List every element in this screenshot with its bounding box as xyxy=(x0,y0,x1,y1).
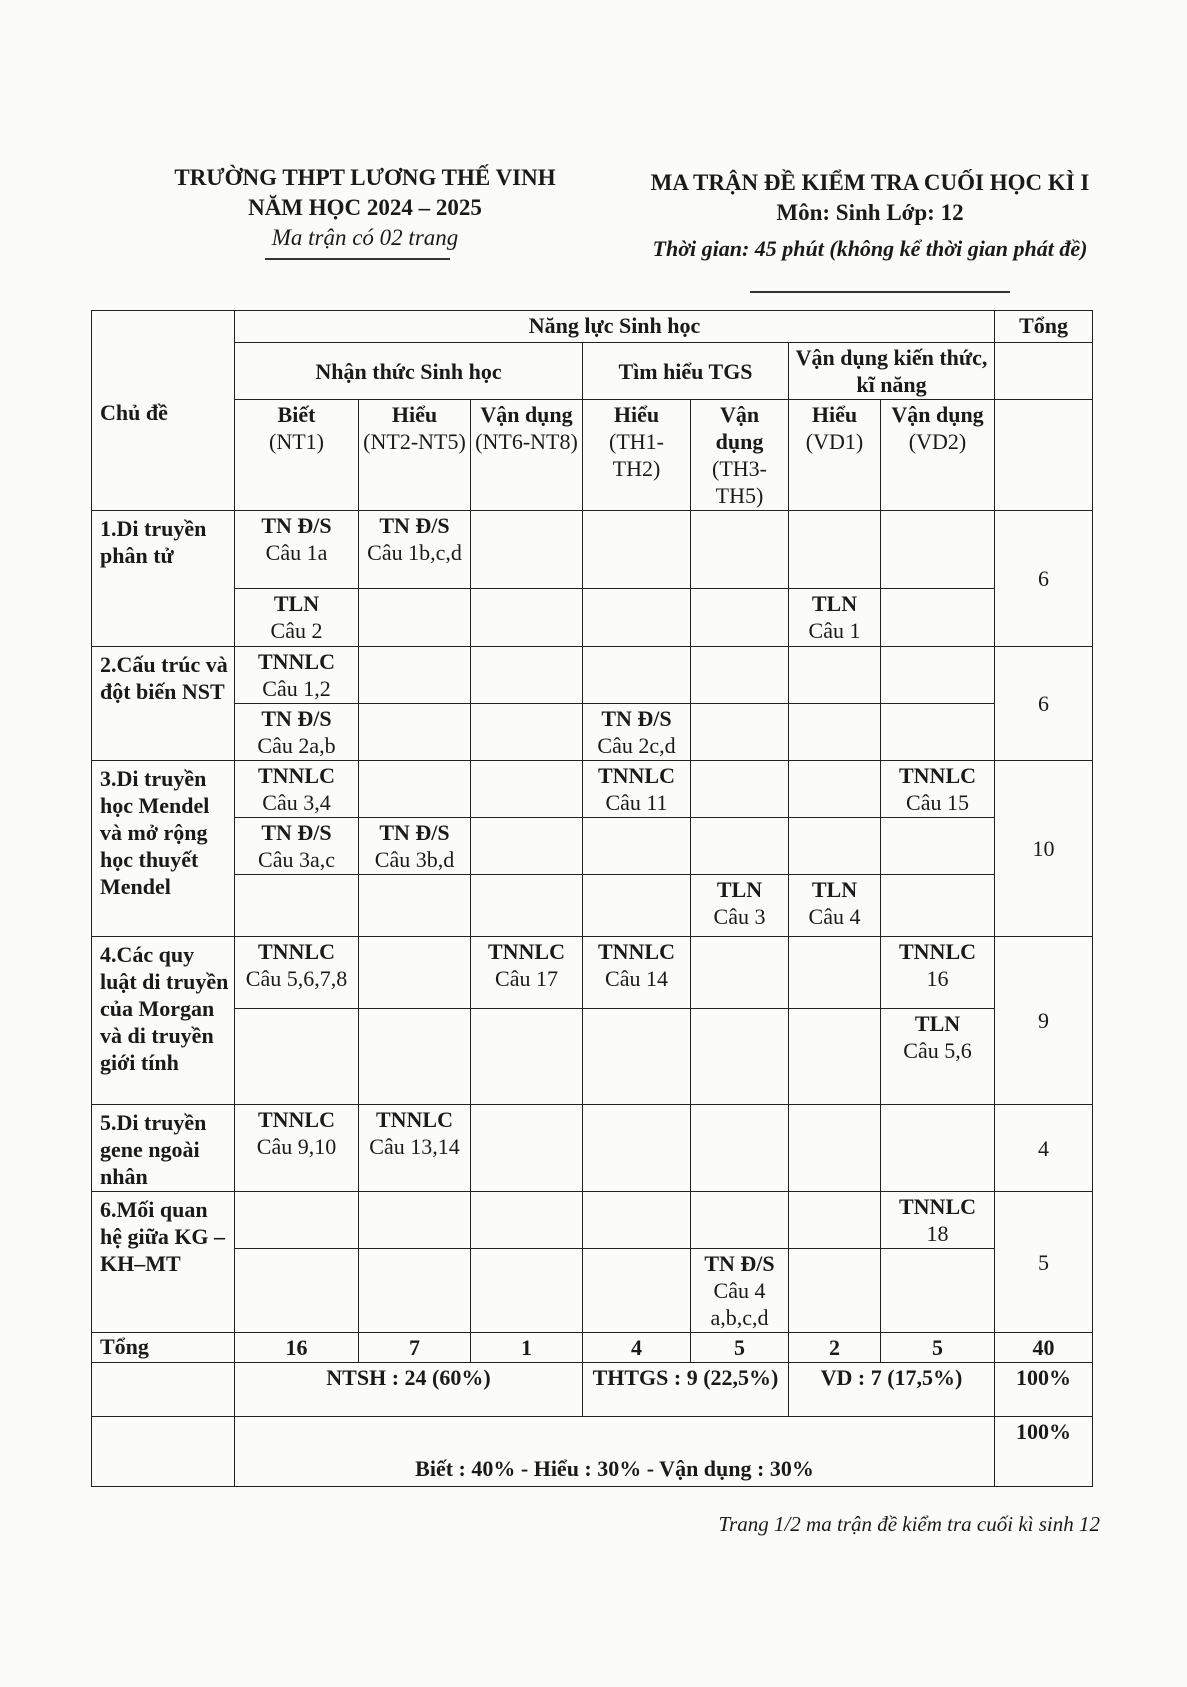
cell-t6r2c7 xyxy=(881,1249,995,1333)
cell-t3r3c3 xyxy=(471,875,583,937)
cell-t6r1c4 xyxy=(583,1192,691,1249)
question-type: TNNLC xyxy=(899,1194,977,1219)
col-code: (VD2) xyxy=(908,429,967,454)
cell-t6r2c5 xyxy=(691,1249,789,1333)
cell-t6r1c2 xyxy=(359,1192,471,1249)
cell-t5r1c2 xyxy=(359,1105,471,1192)
question-ref: Câu 5,6 xyxy=(903,1038,972,1063)
cell-t3r3c4 xyxy=(583,875,691,937)
cell-t6r2c4 xyxy=(583,1249,691,1333)
total-col-4: 4 xyxy=(583,1333,691,1363)
cell-t4r1c6 xyxy=(789,937,881,1009)
table-row xyxy=(92,1105,1093,1192)
col-code: (VD1) xyxy=(805,429,864,454)
cell-t3r1c2 xyxy=(359,761,471,818)
cell-t1r2c4 xyxy=(583,589,691,647)
cell-t1r1c4 xyxy=(583,511,691,589)
col-header-3 xyxy=(471,400,583,511)
cell-t4r2c5 xyxy=(691,1009,789,1105)
cell-t3r2c6 xyxy=(789,818,881,875)
cell-t5r1c1 xyxy=(235,1105,359,1192)
col-header-7 xyxy=(881,400,995,511)
right-header-rule xyxy=(750,291,1010,293)
col-level: Vận dụng xyxy=(891,402,984,427)
cell-t4r1c1 xyxy=(235,937,359,1009)
school-name: TRƯỜNG THPT LƯƠNG THẾ VINH xyxy=(174,165,556,190)
question-type: TNNLC xyxy=(899,763,977,788)
pages-note: Ma trận có 02 trang xyxy=(271,225,459,250)
question-type: TN Đ/S xyxy=(601,706,672,731)
cell-t4r1c3 xyxy=(471,937,583,1009)
question-ref: Câu 3,4 xyxy=(262,790,331,815)
total-col-2: 7 xyxy=(359,1333,471,1363)
cell-t3r2c5 xyxy=(691,818,789,875)
summary-blank xyxy=(92,1363,235,1417)
question-ref: Câu 4 a,b,c,d xyxy=(710,1278,769,1330)
cell-t1r2c5 xyxy=(691,589,789,647)
left-header-rule xyxy=(265,258,450,260)
col-header-1 xyxy=(235,400,359,511)
question-ref: Câu 9,10 xyxy=(256,1134,337,1159)
table-row xyxy=(92,1249,1093,1333)
cell-t3r1c1 xyxy=(235,761,359,818)
summary-th: THTGS : 9 (22,5%) xyxy=(583,1363,789,1417)
question-ref: 16 xyxy=(926,966,949,991)
cell-t1r2c1 xyxy=(235,589,359,647)
exam-header xyxy=(640,168,1100,264)
question-ref: Câu 1b,c,d xyxy=(367,540,462,565)
question-ref: Câu 3b,d xyxy=(374,847,455,872)
cell-t1r1c1 xyxy=(235,511,359,589)
cell-t6r1c7 xyxy=(881,1192,995,1249)
cell-t1r1c7 xyxy=(881,511,995,589)
summary-pct-2: 100% xyxy=(995,1417,1093,1487)
col-header-5 xyxy=(691,400,789,511)
question-type: TNNLC xyxy=(257,649,335,674)
exam-title: MA TRẬN ĐỀ KIỂM TRA CUỐI HỌC KÌ I xyxy=(650,170,1090,195)
col-level: Hiểu xyxy=(391,402,438,427)
cell-t3r1c7 xyxy=(881,761,995,818)
question-ref: Câu 2c,d xyxy=(597,733,676,758)
cell-t6r2c6 xyxy=(789,1249,881,1333)
question-ref: Câu 2a,b xyxy=(257,733,336,758)
summary-nt: NTSH : 24 (60%) xyxy=(235,1363,583,1417)
col-code: (NT6-NT8) xyxy=(475,429,578,454)
question-ref: Câu 1 xyxy=(808,618,861,643)
question-ref: Câu 3a,c xyxy=(258,847,335,872)
cell-t2r1c3 xyxy=(471,647,583,704)
cell-t3r3c2 xyxy=(359,875,471,937)
cell-t4r2c7 xyxy=(881,1009,995,1105)
question-type: TNNLC xyxy=(375,1107,453,1132)
cell-t6r2c3 xyxy=(471,1249,583,1333)
cell-t6r2c1 xyxy=(235,1249,359,1333)
cell-t3r2c1 xyxy=(235,818,359,875)
col-code: (NT2-NT5) xyxy=(363,429,466,454)
cell-t2r2c7 xyxy=(881,704,995,761)
cell-t1r2c6 xyxy=(789,589,881,647)
cell-t4r1c2 xyxy=(359,937,471,1009)
question-ref: Câu 4 xyxy=(808,904,861,929)
question-type: TN Đ/S xyxy=(704,1251,775,1276)
col-level: Hiểu xyxy=(811,402,858,427)
cell-t3r1c3 xyxy=(471,761,583,818)
levels-row xyxy=(92,1417,1093,1487)
question-type: TNNLC xyxy=(597,763,675,788)
table-row xyxy=(92,761,1093,818)
topic-4-total: 9 xyxy=(995,937,1093,1105)
group-nhan-thuc: Nhận thức Sinh học xyxy=(235,343,583,400)
school-header xyxy=(150,163,580,253)
cell-t3r3c1 xyxy=(235,875,359,937)
subject-grade: Môn: Sinh Lớp: 12 xyxy=(776,200,964,225)
cell-t3r3c5 xyxy=(691,875,789,937)
cell-t3r2c2 xyxy=(359,818,471,875)
school-year: NĂM HỌC 2024 – 2025 xyxy=(248,195,482,220)
cell-t4r2c2 xyxy=(359,1009,471,1105)
cell-t5r1c4 xyxy=(583,1105,691,1192)
total-col-5: 5 xyxy=(691,1333,789,1363)
table-row xyxy=(92,589,1093,647)
question-type: TLN xyxy=(716,877,763,902)
exam-matrix-table xyxy=(91,310,1093,1487)
cell-t1r1c3 xyxy=(471,511,583,589)
exam-time: Thời gian: 45 phút (không kể thời gian phát đề) xyxy=(652,236,1088,261)
col-level: Vận dụng xyxy=(480,402,573,427)
header-topic: Chủ đề xyxy=(92,311,235,511)
col-code: (NT1) xyxy=(269,429,324,454)
question-type: TN Đ/S xyxy=(379,513,450,538)
cell-t5r1c5 xyxy=(691,1105,789,1192)
question-ref: Câu 2 xyxy=(270,618,323,643)
topic-2-total: 6 xyxy=(995,647,1093,761)
question-ref: Câu 5,6,7,8 xyxy=(245,966,348,991)
header-total: Tổng xyxy=(995,311,1093,343)
question-ref: Câu 17 xyxy=(495,966,558,991)
cell-t2r1c1 xyxy=(235,647,359,704)
question-ref: Câu 14 xyxy=(605,966,668,991)
cell-t5r1c6 xyxy=(789,1105,881,1192)
topic-5-total: 4 xyxy=(995,1105,1093,1192)
header-competency: Năng lực Sinh học xyxy=(235,311,995,343)
cell-t2r2c3 xyxy=(471,704,583,761)
question-type: TN Đ/S xyxy=(379,820,450,845)
cell-t4r2c1 xyxy=(235,1009,359,1105)
question-ref: Câu 13,14 xyxy=(369,1134,460,1159)
cell-t3r1c5 xyxy=(691,761,789,818)
cell-t2r1c2 xyxy=(359,647,471,704)
summary-pct-1: 100% xyxy=(995,1363,1093,1417)
cell-t2r1c7 xyxy=(881,647,995,704)
grand-total: 40 xyxy=(995,1333,1093,1363)
group-tim-hieu: Tìm hiểu TGS xyxy=(583,343,789,400)
question-type: TLN xyxy=(914,1011,961,1036)
cell-t3r1c6 xyxy=(789,761,881,818)
question-ref: Câu 3 xyxy=(713,904,766,929)
cell-t6r1c6 xyxy=(789,1192,881,1249)
question-type: TNNLC xyxy=(899,939,977,964)
cell-t4r2c4 xyxy=(583,1009,691,1105)
cell-t4r1c4 xyxy=(583,937,691,1009)
question-type: TNNLC xyxy=(257,939,335,964)
summary-row xyxy=(92,1363,1093,1417)
col-level: Biết xyxy=(277,402,316,427)
levels-summary: Biết : 40% - Hiểu : 30% - Vận dụng : 30% xyxy=(235,1417,995,1487)
total-col-3: 1 xyxy=(471,1333,583,1363)
topic-6: 6.Mối quan hệ giữa KG – KH–MT xyxy=(92,1192,235,1333)
cell-t2r2c6 xyxy=(789,704,881,761)
cell-t1r1c6 xyxy=(789,511,881,589)
cell-t1r2c7 xyxy=(881,589,995,647)
question-type: TLN xyxy=(811,591,858,616)
cell-t4r1c5 xyxy=(691,937,789,1009)
col-header-2 xyxy=(359,400,471,511)
table-row xyxy=(92,875,1093,937)
table-row xyxy=(92,1009,1093,1105)
cell-t4r1c7 xyxy=(881,937,995,1009)
cell-t1r1c5 xyxy=(691,511,789,589)
cell-t5r1c3 xyxy=(471,1105,583,1192)
cell-t3r2c3 xyxy=(471,818,583,875)
cell-t4r2c3 xyxy=(471,1009,583,1105)
cell-t2r1c6 xyxy=(789,647,881,704)
cell-t3r2c4 xyxy=(583,818,691,875)
header-total-spacer xyxy=(995,343,1093,400)
topic-1: 1.Di truyền phân tử xyxy=(92,511,235,647)
totals-row xyxy=(92,1333,1093,1363)
table-row xyxy=(92,647,1093,704)
col-header-6 xyxy=(789,400,881,511)
question-type: TNNLC xyxy=(487,939,565,964)
cell-t6r1c3 xyxy=(471,1192,583,1249)
table-row xyxy=(92,704,1093,761)
question-type: TNNLC xyxy=(597,939,675,964)
cell-t5r1c7 xyxy=(881,1105,995,1192)
cell-t3r1c4 xyxy=(583,761,691,818)
page-footer: Trang 1/2 ma trận đề kiểm tra cuối kì sinh 12 xyxy=(718,1512,1100,1536)
topic-2: 2.Cấu trúc và đột biến NST xyxy=(92,647,235,761)
col-level: Hiểu xyxy=(613,402,660,427)
question-type: TLN xyxy=(811,877,858,902)
total-col-7: 5 xyxy=(881,1333,995,1363)
total-col-6: 2 xyxy=(789,1333,881,1363)
header-total-spacer xyxy=(995,400,1093,511)
col-code: (TH3-TH5) xyxy=(712,456,767,508)
question-type: TN Đ/S xyxy=(261,513,332,538)
question-ref: Câu 1a xyxy=(265,540,328,565)
cell-t6r1c1 xyxy=(235,1192,359,1249)
question-type: TLN xyxy=(273,591,320,616)
cell-t2r1c5 xyxy=(691,647,789,704)
table-row xyxy=(92,511,1093,589)
question-ref: Câu 15 xyxy=(906,790,969,815)
cell-t2r2c1 xyxy=(235,704,359,761)
question-type: TNNLC xyxy=(257,763,335,788)
cell-t6r1c5 xyxy=(691,1192,789,1249)
total-col-1: 16 xyxy=(235,1333,359,1363)
totals-label: Tổng xyxy=(92,1333,235,1363)
topic-5: 5.Di truyền gene ngoài nhân xyxy=(92,1105,235,1192)
topic-3: 3.Di truyền học Mendel và mở rộng học thuyết Mendel xyxy=(92,761,235,937)
question-type: TN Đ/S xyxy=(261,706,332,731)
cell-t6r2c2 xyxy=(359,1249,471,1333)
cell-t1r1c2 xyxy=(359,511,471,589)
table-row xyxy=(92,1192,1093,1249)
cell-t2r2c2 xyxy=(359,704,471,761)
col-code: (TH1-TH2) xyxy=(609,429,664,481)
cell-t2r2c5 xyxy=(691,704,789,761)
group-van-dung: Vận dụng kiến thức, kĩ năng xyxy=(789,343,995,400)
cell-t1r2c3 xyxy=(471,589,583,647)
cell-t4r2c6 xyxy=(789,1009,881,1105)
topic-4: 4.Các quy luật di truyền của Morgan và di truyền giới tính xyxy=(92,937,235,1105)
topic-3-total: 10 xyxy=(995,761,1093,937)
topic-6-total: 5 xyxy=(995,1192,1093,1333)
cell-t3r2c7 xyxy=(881,818,995,875)
table-row xyxy=(92,937,1093,1009)
cell-t3r3c7 xyxy=(881,875,995,937)
question-type: TN Đ/S xyxy=(261,820,332,845)
question-ref: Câu 1,2 xyxy=(262,676,331,701)
levels-blank xyxy=(92,1417,235,1487)
summary-vd: VD : 7 (17,5%) xyxy=(789,1363,995,1417)
topic-1-total: 6 xyxy=(995,511,1093,647)
col-level: Vận dụng xyxy=(715,402,764,454)
cell-t1r2c2 xyxy=(359,589,471,647)
question-ref: Câu 11 xyxy=(605,790,668,815)
question-ref: 18 xyxy=(926,1221,949,1246)
question-type: TNNLC xyxy=(257,1107,335,1132)
table-row xyxy=(92,818,1093,875)
cell-t2r2c4 xyxy=(583,704,691,761)
col-header-4 xyxy=(583,400,691,511)
cell-t2r1c4 xyxy=(583,647,691,704)
cell-t3r3c6 xyxy=(789,875,881,937)
